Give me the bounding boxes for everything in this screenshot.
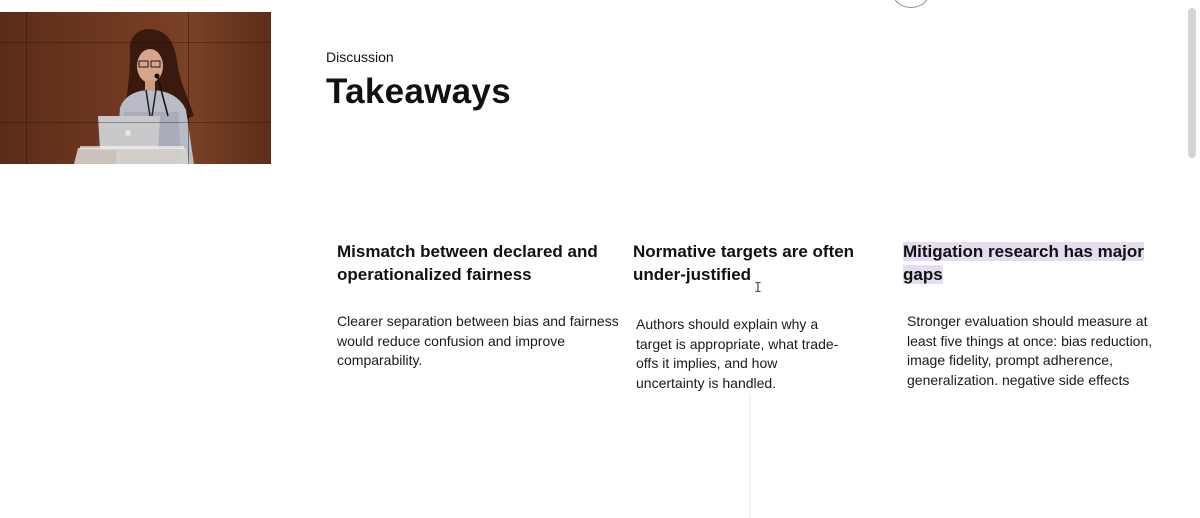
takeaway-heading-line: under-justified	[633, 265, 752, 284]
takeaway-heading	[903, 240, 1178, 286]
takeaway-heading-line: Mismatch between declared and	[337, 242, 598, 261]
slide-title: Takeaways	[326, 72, 511, 111]
takeaway-heading-line: gaps	[903, 265, 943, 284]
takeaway-body: Stronger evaluation should measure at least five things at once: bias reduction, image fidelity, prompt adherence, generalization. negative side effects	[907, 313, 1153, 388]
takeaway-heading-line: Normative targets are often	[633, 242, 855, 261]
wall-panel-seam	[0, 122, 271, 123]
section-label: Discussion	[326, 49, 394, 65]
takeaway-heading	[337, 240, 627, 286]
takeaway-card	[633, 240, 868, 393]
takeaway-heading-line: operationalized fairness	[337, 265, 532, 284]
speaker-video[interactable]	[0, 12, 271, 164]
toolbar-circle-button[interactable]	[893, 0, 929, 8]
speaker-figure	[0, 12, 271, 164]
takeaway-heading-line: Mitigation research has major	[903, 242, 1144, 261]
takeaway-card	[903, 240, 1178, 390]
takeaway-body: Clearer separation between bias and fairness would reduce confusion and improve comparability.	[337, 313, 619, 368]
takeaway-heading	[633, 240, 868, 286]
wall-panel-seam	[26, 12, 27, 164]
wall-panel-seam	[188, 12, 189, 164]
divider	[749, 395, 751, 518]
wall-panel-seam	[0, 42, 271, 43]
text-cursor-icon: I	[754, 281, 762, 296]
takeaway-body: Authors should explain why a target is appropriate, what trade-offs it implies, and how uncertainty is handled.	[636, 316, 839, 391]
takeaway-card	[337, 240, 627, 371]
scrollbar[interactable]	[1188, 8, 1196, 158]
